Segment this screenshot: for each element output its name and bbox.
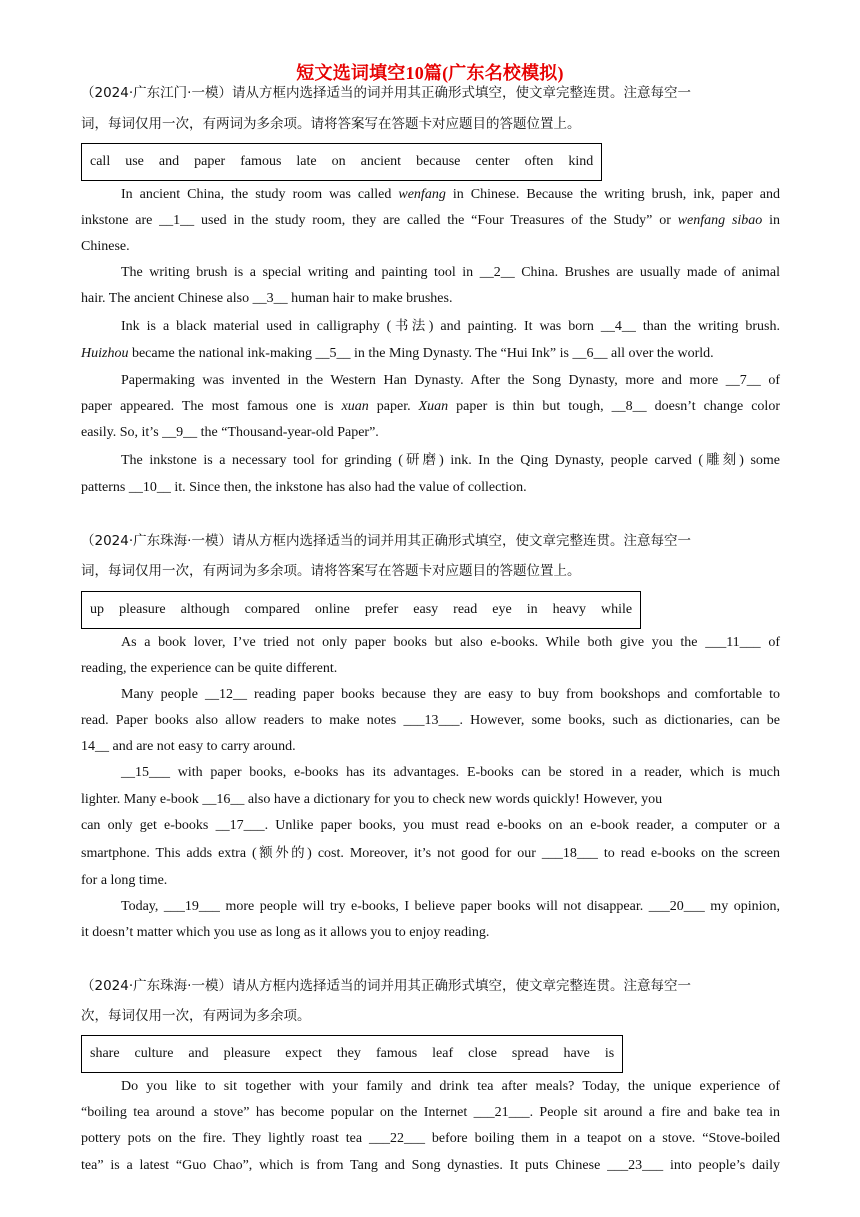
- word-box-item: read: [453, 602, 478, 617]
- word-box-item: center: [475, 154, 510, 169]
- word-box-item: and: [188, 1046, 209, 1061]
- passage-text-line: for a long time.: [81, 873, 168, 888]
- word-box-item: is: [604, 1046, 615, 1061]
- blank-8[interactable]: __8__: [611, 399, 647, 414]
- passage-1-word-box: [81, 143, 602, 181]
- blank-7[interactable]: __7__: [725, 373, 761, 388]
- passage-text-line: paper appeared. The most famous one is xuan paper. Xuan paper is thin but tough, __8__ doesn’t change color: [81, 399, 780, 414]
- passage-text-line: patterns __10__ it. Since then, the inkstone has also had the value of collection.: [81, 480, 527, 495]
- passage-text-line: it doesn’t matter which you use as long as it allows you to enjoy reading.: [81, 925, 490, 940]
- passage-text-line: lighter. Many e-book __16__ also have a dictionary for you to check new words quickly! However, you: [81, 792, 663, 807]
- word-box-item: up: [90, 602, 104, 617]
- word-box-item: kind: [568, 154, 594, 169]
- word-box-item: call: [90, 154, 111, 169]
- blank-12[interactable]: __12__: [205, 687, 248, 702]
- passage-text-line: easily. So, it’s __9__ the “Thousand-year-old Paper”.: [81, 425, 379, 440]
- passage-1-instruction-line-1: （2024·广东江门·一模）请从方框内选择适当的词并用其正确形式填空，使文章完整连贯。注意每空一: [81, 85, 691, 101]
- blank-14[interactable]: 14__: [81, 739, 109, 754]
- passage-text-line: pottery pots on the fire. They lightly roast tea ___22___ before boiling them in a teapot on a stove. “Stove-boiled: [81, 1131, 780, 1146]
- blank-13[interactable]: ___13___: [403, 713, 460, 728]
- passage-2-word-box: [81, 591, 641, 629]
- blank-11[interactable]: ___11___: [705, 635, 761, 650]
- word-box-item: expect: [285, 1046, 322, 1061]
- word-box-item: paper: [194, 154, 226, 169]
- word-box-item: close: [468, 1046, 497, 1061]
- passage-text-line: Huizhou became the national ink-making __5__ in the Ming Dynasty. The “Hui Ink” is __6__ all over the world.: [81, 346, 714, 361]
- word-box-item: have: [563, 1046, 590, 1061]
- word-box-item: although: [180, 602, 230, 617]
- blank-4[interactable]: __4__: [600, 319, 636, 334]
- passage-text-line: read. Paper books also allow readers to make notes ___13___. However, some books, such as dictionaries, can be: [81, 713, 780, 728]
- word-box-item: ancient: [360, 154, 402, 169]
- word-box-item: leaf: [432, 1046, 454, 1061]
- blank-2[interactable]: __2__: [479, 265, 515, 280]
- word-box-item: because: [416, 154, 461, 169]
- word-box-item: easy: [413, 602, 439, 617]
- blank-21[interactable]: ___21___: [473, 1105, 530, 1120]
- passage-3-instruction-line-1: （2024·广东珠海·一模）请从方框内选择适当的词并用其正确形式填空，使文章完整连贯。注意每空一: [81, 978, 691, 994]
- word-box-item: while: [601, 602, 633, 617]
- blank-9[interactable]: __9__: [162, 425, 198, 440]
- passage-text-line: Chinese.: [81, 239, 130, 254]
- passage-text-line: reading, the experience can be quite different.: [81, 661, 338, 676]
- passage-1-instruction-line-2: 词，每词仅用一次，有两词为多余项。请将答案写在答题卡对应题目的答题位置上。: [81, 116, 581, 132]
- document-title: 短文选词填空10篇(广东名校模拟): [296, 63, 564, 83]
- word-box-item: pleasure: [119, 602, 166, 617]
- word-box-item: culture: [134, 1046, 174, 1061]
- passage-text-line: Do you like to sit together with your family and drink tea after meals? Today, the unique experience of: [121, 1079, 780, 1094]
- word-box-item: eye: [492, 602, 512, 617]
- blank-18[interactable]: ___18___: [541, 846, 598, 861]
- blank-5[interactable]: __5__: [315, 346, 351, 361]
- blank-19[interactable]: ___19___: [163, 899, 220, 914]
- blank-17[interactable]: __17___: [215, 818, 265, 833]
- word-box-item: online: [314, 602, 350, 617]
- word-box-item: famous: [375, 1046, 418, 1061]
- passage-text-line: In ancient China, the study room was called wenfang in Chinese. Because the writing brush, ink, paper and: [121, 187, 780, 202]
- word-box-item: pleasure: [223, 1046, 271, 1061]
- passage-text-line: can only get e-books __17___. Unlike paper books, you must read e-books on an e-book reader, a computer or a: [81, 818, 780, 833]
- word-box-item: in: [526, 602, 538, 617]
- passage-text-line: “boiling tea around a stove” has become popular on the Internet ___21___. People sit around a fire and bake tea in: [81, 1105, 780, 1120]
- passage-text-line: Today, ___19___ more people will try e-books, I believe paper books will not disappear. ___20___ my opinion,: [121, 899, 781, 914]
- passage-text-line: Ink is a black material used in calligraphy (书法) and painting. It was born __4__ than the writing brush.: [121, 318, 781, 334]
- word-box-item: famous: [240, 154, 282, 169]
- blank-1[interactable]: __1__: [159, 213, 195, 228]
- passage-text-line: Papermaking was invented in the Western Han Dynasty. After the Song Dynasty, more and more __7__ of: [121, 373, 780, 388]
- word-box-item: share: [90, 1046, 120, 1061]
- blank-20[interactable]: ___20___: [648, 899, 705, 914]
- passage-3-instruction-line-2: 次，每词仅用一次，有两词为多余项。: [81, 1008, 311, 1024]
- blank-22[interactable]: ___22___: [368, 1131, 425, 1146]
- blank-10[interactable]: __10__: [128, 480, 171, 495]
- word-box-item: prefer: [364, 602, 399, 617]
- word-box-item: heavy: [552, 602, 587, 617]
- passage-text-line: As a book lover, I’ve tried not only paper books but also e-books. While both give you the ___11___ of: [121, 635, 780, 650]
- word-box-item: spread: [511, 1046, 549, 1061]
- blank-16[interactable]: __16__: [202, 792, 245, 807]
- word-box-item: use: [125, 154, 144, 169]
- passage-text-line: smartphone. This adds extra (额外的) cost. Moreover, it’s not good for our ___18___ to read e-books on the screen: [81, 845, 781, 861]
- passage-text-line: inkstone are __1__ used in the study room, they are called the “Four Treasures of the Study” or wenfang sibao in: [81, 213, 781, 228]
- word-box-item: on: [331, 154, 346, 169]
- word-box-item: they: [336, 1046, 361, 1061]
- passage-text-line: __15___ with paper books, e-books has its advantages. E-books can be stored in a reader, which is much: [121, 765, 780, 780]
- word-box-item: often: [524, 154, 554, 169]
- word-box-item: compared: [244, 602, 300, 617]
- word-box-item: late: [296, 154, 317, 169]
- passage-2-instruction-line-1: （2024·广东珠海·一模）请从方框内选择适当的词并用其正确形式填空，使文章完整连贯。注意每空一: [81, 533, 691, 549]
- word-box-item: and: [158, 154, 180, 169]
- blank-6[interactable]: __6__: [572, 346, 608, 361]
- passage-3-word-box: [81, 1035, 623, 1073]
- blank-3[interactable]: __3__: [252, 291, 288, 306]
- blank-23[interactable]: ___23___: [607, 1158, 664, 1173]
- passage-text-line: The writing brush is a special writing and painting tool in __2__ China. Brushes are usually made of animal: [121, 265, 780, 280]
- passage-text-line: tea” is a latest “Guo Chao”, which is from Tang and Song dynasties. It puts Chinese ___23___ into people’s daily: [81, 1158, 780, 1173]
- passage-text-line: 14__ and are not easy to carry around.: [81, 739, 296, 754]
- blank-15[interactable]: __15___: [121, 765, 170, 780]
- passage-text-line: The inkstone is a necessary tool for grinding (研磨) ink. In the Qing Dynasty, people carved (雕刻) some: [121, 452, 780, 468]
- passage-text-line: Many people __12__ reading paper books because they are easy to buy from bookshops and comfortable to: [121, 687, 780, 702]
- passage-2-instruction-line-2: 词，每词仅用一次，有两词为多余项。请将答案写在答题卡对应题目的答题位置上。: [81, 563, 581, 579]
- passage-text-line: hair. The ancient Chinese also __3__ human hair to make brushes.: [81, 291, 453, 306]
